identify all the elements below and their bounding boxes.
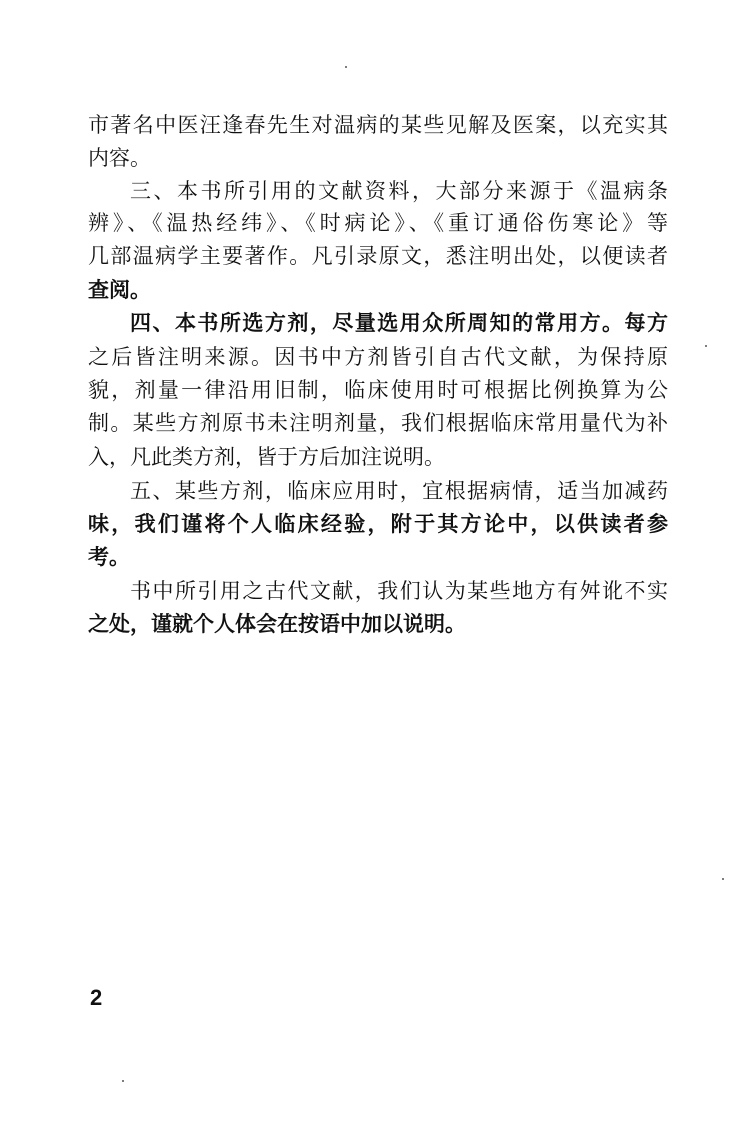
text-line: 三、本书所引用的文献资料，大部分来源于《温病条 bbox=[130, 179, 668, 203]
text-line: 查阅。 bbox=[88, 277, 151, 302]
scan-speck bbox=[705, 345, 707, 347]
scan-speck bbox=[122, 1080, 124, 1082]
text-line: 四、本书所选方剂，尽量选用众所周知的常用方。每方 bbox=[130, 310, 668, 335]
text-line: 辨》、《温热经纬》、《时病论》、《重订通俗伤寒论》等 bbox=[88, 211, 668, 235]
text-line: 市著名中医汪逢春先生对温病的某些见解及医案，以充实其 bbox=[88, 113, 668, 137]
text-line: 考。 bbox=[88, 544, 130, 569]
scan-speck bbox=[345, 66, 347, 68]
text-line: 五、某些方剂，临床应用时，宜根据病情，适当加减药 bbox=[130, 479, 668, 503]
text-line: 貌，剂量一律沿用旧制，临床使用时可根据比例换算为公 bbox=[88, 378, 668, 402]
text-line: 书中所引用之古代文献，我们认为某些地方有舛讹不实 bbox=[130, 579, 668, 603]
page-number: 2 bbox=[90, 985, 103, 1010]
scan-speck bbox=[722, 878, 724, 880]
text-line: 味，我们谨将个人临床经验，附于其方论中，以供读者参 bbox=[88, 511, 668, 536]
text-line: 入，凡此类方剂，皆于方后加注说明。 bbox=[88, 445, 445, 469]
text-line: 制。某些方剂原书未注明剂量，我们根据临床常用量代为补 bbox=[88, 411, 668, 435]
text-line: 内容。 bbox=[88, 146, 151, 170]
text-line: 几部温病学主要著作。凡引录原文，悉注明出处，以便读者 bbox=[88, 244, 668, 268]
text-line: 之处，谨就个人体会在按语中加以说明。 bbox=[88, 611, 466, 636]
text-line: 之后皆注明来源。因书中方剂皆引自古代文献，为保持原 bbox=[88, 345, 668, 369]
